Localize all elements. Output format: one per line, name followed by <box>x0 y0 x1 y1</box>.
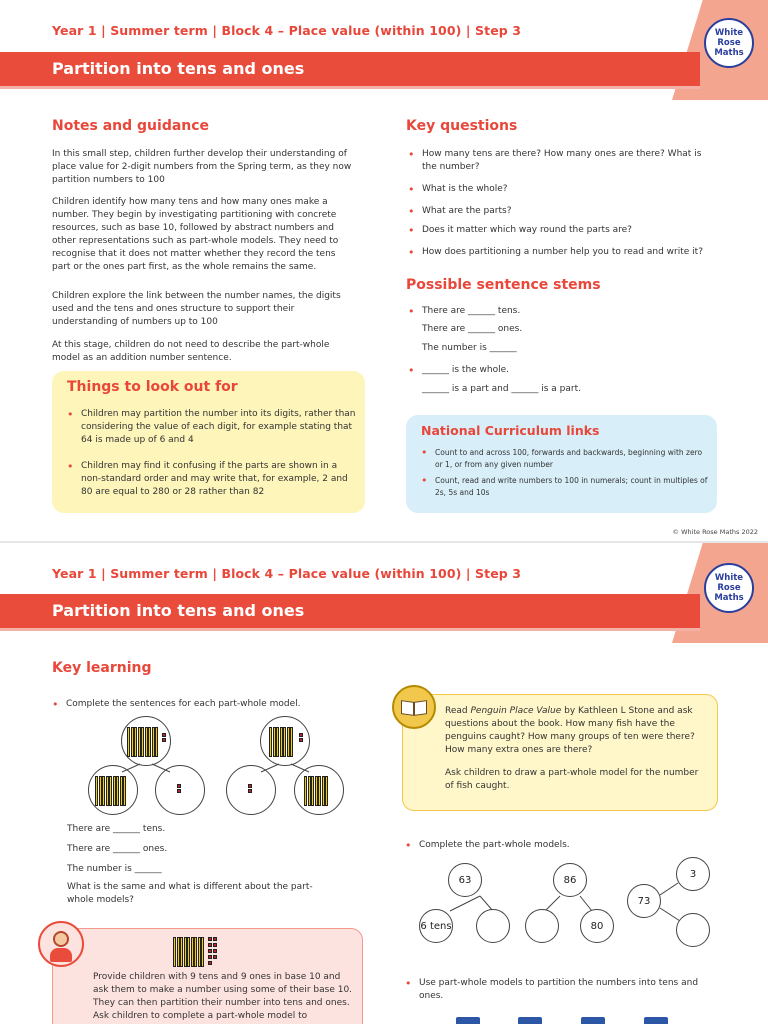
number-card <box>644 1017 668 1024</box>
page-title: Partition into tens and ones <box>52 601 305 620</box>
page-key-learning <box>0 543 768 1024</box>
teacher-icon <box>38 921 84 967</box>
whole-circle: 63 <box>448 863 482 897</box>
number-card <box>456 1017 480 1024</box>
logo-text: Rose <box>717 38 741 48</box>
task-item: • Complete the sentences for each part-whole model. <box>52 698 352 711</box>
lookout-item: • Children may partition the number into its digits, rather than considering the value of each digit, for example stating that 64 is made up of 6 and 4 <box>67 408 357 447</box>
sentence-stem: The number is ______ <box>67 864 162 874</box>
stem-item: • There are ______ tens. <box>408 305 708 318</box>
activity-box <box>52 928 363 1024</box>
logo-text: White <box>714 573 744 583</box>
task-item: • Complete the part-whole models. <box>405 839 705 852</box>
logo-text: Rose <box>717 583 741 593</box>
question-item: • Does it matter which way round the parts are? <box>408 224 708 237</box>
key-questions-heading: Key questions <box>406 118 518 134</box>
whole-circle: 73 <box>627 884 661 918</box>
lookout-heading: Things to look out for <box>67 379 238 395</box>
sentence-stem: There are ______ ones. <box>67 844 168 854</box>
base10-blocks <box>173 937 220 967</box>
number-card <box>518 1017 542 1024</box>
notes-paragraph: Children identify how many tens and how many ones make a number. They begin by investigating partitioning with concrete resources, such as base 10, followed by abstract numbers and other representations such as part-whole models. They need to recognise that it does not matter whether they record the tens part or the ones part first, as the whole remains the same. <box>52 197 339 272</box>
part-circle[interactable] <box>525 909 559 943</box>
notes-paragraph: In this small step, children further develop their understanding of place value for 2-digit numbers from the Spring term, as they now partition numbers to 100 <box>52 149 352 185</box>
stem-item: • ______ is the whole. <box>408 364 708 377</box>
curriculum-item: • Count, read and write numbers to 100 in numerals; count in multiples of 2s, 5s and 10s <box>421 475 709 499</box>
logo-text: White <box>714 28 744 38</box>
whole-circle: 86 <box>553 863 587 897</box>
stem-item: The number is ______ <box>422 343 517 353</box>
breadcrumb: Year 1 | Summer term | Block 4 – Place value (within 100) | Step 3 <box>52 23 522 38</box>
lookout-box <box>52 371 365 513</box>
key-learning-heading: Key learning <box>52 660 152 676</box>
sentence-stem: There are ______ tens. <box>67 824 166 834</box>
title-bar <box>0 52 700 86</box>
part-circle: 80 <box>580 909 614 943</box>
part-circle[interactable]: 6 tens <box>419 909 453 943</box>
question-item: • What are the parts? <box>408 205 708 218</box>
curriculum-heading: National Curriculum links <box>421 423 600 438</box>
book-text: Read Penguin Place Value by Kathleen L Stone and ask questions about the book. How many fish have the penguins caught? How many groups of ten were there? How many extra ones are there? <box>445 706 695 755</box>
notes-heading: Notes and guidance <box>52 118 210 134</box>
question-text: What is the same and what is different about the part-whole models? <box>67 882 313 905</box>
notes-paragraph: At this stage, children do not need to describe the part-whole model as an addition number sentence. <box>52 340 330 363</box>
notes-paragraph: Children explore the link between the number names, the digits used and the tens and ones structure to support their understanding of numbers up to 100 <box>52 291 341 327</box>
curriculum-box <box>406 415 717 513</box>
activity-text: Provide children with 9 tens and 9 ones in base 10 and ask them to make a number using some of their base 10. They can then partition their number into tens and ones. Ask children to complete a part-whole model to <box>93 972 353 1021</box>
book-icon <box>392 685 436 729</box>
stems-heading: Possible sentence stems <box>406 277 601 293</box>
book-text: Ask children to draw a part-whole model for the number of fish caught. <box>445 768 699 791</box>
page-title: Partition into tens and ones <box>52 59 305 78</box>
part-circle[interactable] <box>476 909 510 943</box>
stem-item: ______ is a part and ______ is a part. <box>422 384 582 394</box>
stem-item: There are ______ ones. <box>422 324 523 334</box>
lookout-item: • Children may find it confusing if the parts are shown in a non-standard order and may write that, for example, 2 and 80 are equal to 280 or 28 rather than 82 <box>67 460 357 499</box>
book-box <box>402 694 718 811</box>
part-circle[interactable] <box>676 913 710 947</box>
question-item: • How many tens are there? How many ones are there? What is the number? <box>408 148 708 174</box>
part-circle: 3 <box>676 857 710 891</box>
question-item: • What is the whole? <box>408 183 708 196</box>
copyright: © White Rose Maths 2022 <box>672 528 758 536</box>
task-item: • Use part-whole models to partition the numbers into tens and ones. <box>405 977 705 1003</box>
number-card <box>581 1017 605 1024</box>
logo-text: Maths <box>714 593 744 603</box>
logo-text: Maths <box>714 48 744 58</box>
question-item: • How does partitioning a number help you to read and write it? <box>408 246 718 259</box>
curriculum-item: • Count to and across 100, forwards and backwards, beginning with zero or 1, or from any given number <box>421 447 709 471</box>
breadcrumb: Year 1 | Summer term | Block 4 – Place value (within 100) | Step 3 <box>52 566 522 581</box>
white-rose-logo <box>704 18 754 68</box>
